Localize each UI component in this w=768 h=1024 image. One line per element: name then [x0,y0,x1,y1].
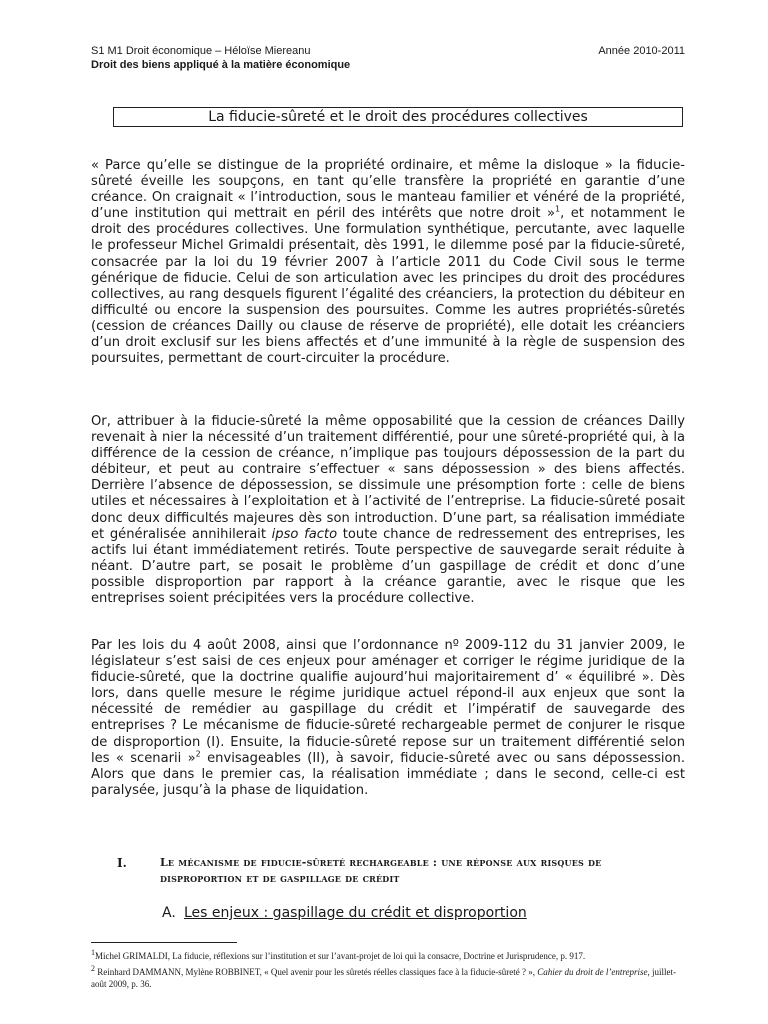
paragraph-1-part-a: « Parce qu’elle se distingue de la propriété ordinaire, et même la disloque » la fiducie-sûreté éveille les soupçons, en tant qu’elle transfère la propriété en garantie d’une créance. On craignait « l’introduction, sous le manteau familier et vénéré de la propriété, d’une institution qui mettrait en péril des intérêts que notre droit » [91,158,685,222]
footnote-ref-2[interactable]: 2 [195,749,201,759]
header-course: S1 M1 Droit économique – Héloïse Miereanu [91,45,311,57]
footnote-2-part-b: , juillet-août 2009, p. 36. [91,967,677,989]
paragraph-2-part-b: toute chance de redressement des entreprises, les actifs lui étant immédiatement retirés. Toute perspective de sauvegarde serait réduite à néant. D’autre part, se posait le problème d’un gaspillage de crédit et donc d’une possible disproportion par rapport à la créance garantie, avec le risque que les entreprises soient précipitées vers la procédure collective. [91,526,685,607]
footnote-1 [91,950,685,962]
footnote-ref-1[interactable]: 1 [555,204,561,214]
subsection-a-title: Les enjeux : gaspillage du crédit et disproportion [184,905,527,921]
footnote-2-italic: Cahier du droit de l’entreprise [537,967,648,977]
paragraph-3-part-a: Par les lois du 4 août 2008, ainsi que l’ordonnance nº 2009-112 du 31 janvier 2009, le législateur s’est saisi de ces enjeux pour aménager et corriger le régime juridique de la fiducie-sûreté, que la doctrine qualifie aujourd’hui majoritairement d’ « équilibré ». Dès lors, dans quelle mesure le régime juridique actuel répond-il aux enjeux que sont la nécessité de remédier au gaspillage du crédit et l’impératif de sauvegarde des entreprises ? Le mécanisme de fiducie-sûreté rechargeable permet de conjurer le risque de disproportion (I). Ensuite, la fiducie-sûreté repose sur un traitement différentié selon les « scenarii » [91,638,685,766]
paragraph-3-part-b: envisageables (II), à savoir, fiducie-sûreté avec ou sans dépossession. Alors que dans le premier cas, la réalisation immédiate ; dans le second, celle-ci est paralysée, jusqu’à la phase de liquidation. [91,750,685,798]
paragraph-2 [91,414,685,607]
subsection-a-label: A. [162,905,176,921]
footnote-2-number: 2 [91,964,95,973]
footnote-separator [91,942,237,943]
paragraph-1-part-b: , et notamment le droit des procédures collectives. Une formulation synthétique, percutante, avec laquelle le professeur Michel Grimaldi présentait, dès 1991, le dilemme posé par la fiducie-sûreté, consacrée par la loi du 19 février 2007 à l’article 2011 du Code Civil sous le terme générique de fiducie. Celui de son articulation avec les principes du droit des procédures collectives, au rang desquels figurent l’égalité des créanciers, la protection du débiteur en difficulté ou encore la suspension des poursuites. Comme les autres propriétés-sûretés (cession de créances Dailly ou clause de réserve de propriété), elle dotait les créanciers d’un droit exclusif sur les biens affectés et d’une immunité à la règle de suspension des poursuites, permettant de court-circuiter la procédure. [91,206,686,367]
paragraph-2-part-a: Or, attribuer à la fiducie-sûreté la même opposabilité que la cession de créances Dailly revenait à nier la nécessité d’un traitement différentié, pour une sûreté-propriété qui, à la différence de la cession de créance, n’implique pas toujours dépossession de la part du débiteur, et peut au contraire s’effectuer « sans dépossession » des biens affectés. Derrière l’absence de dépossession, se dissimule une présomption forte : celle de biens utiles et nécessaires à l’exploitation et à l’activité de l’entreprise. La fiducie-sûreté posait donc deux difficultés majeures dès son introduction. D’une part, sa réalisation immédiate et généralisée annihilerait [91,414,685,542]
section-i-title: Le mécanisme de fiducie-sûreté rechargeable : une réponse aux risques de disproportion et de gaspillage de crédit [160,856,602,885]
paragraph-2-italic: ipso facto [271,526,338,542]
footnote-1-text: Michel GRIMALDI, La fiducie, réflexions sur l’institution et sur l’avant-projet de loi qui la consacre, Doctrine et Jurisprudence, p. 917. [95,951,586,961]
header-course-line [91,45,685,57]
paragraph-1 [91,158,685,367]
document-title: La fiducie-sûreté et le droit des procédures collectives [113,107,683,127]
header-subtitle: Droit des biens appliqué à la matière économique [91,59,351,71]
footnote-2-part-a: Reinhard DAMMANN, Mylène ROBBINET, « Quel avenir pour les sûretés réelles classiques face à la fiducie-sûreté ? », [95,967,538,977]
paragraph-3 [91,638,685,799]
footnote-2 [91,966,685,990]
footnote-1-number: 1 [91,948,95,957]
section-i-number: I. [117,856,127,870]
subsection-a-heading [162,904,527,922]
header-year: Année 2010-2011 [598,45,685,57]
